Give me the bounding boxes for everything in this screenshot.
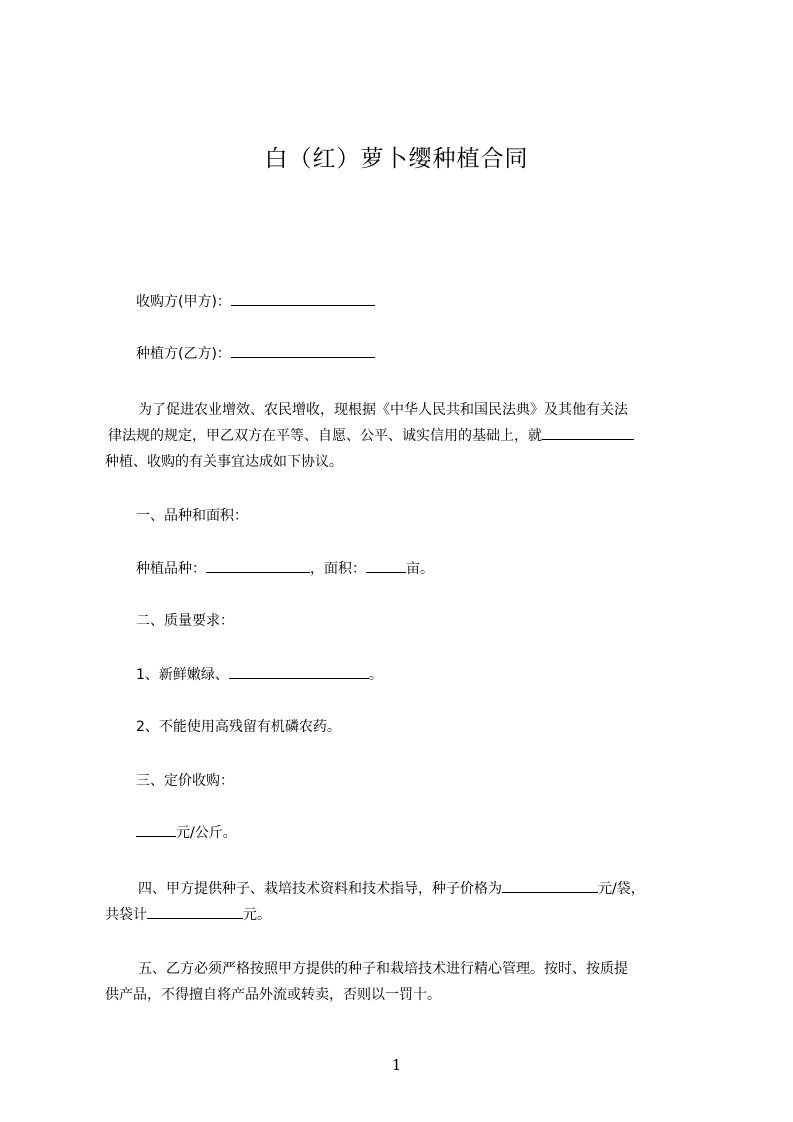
section5-line-2: 供产品，不得擅自将产品外流或转卖，否则以一罚十。 — [105, 987, 441, 1003]
section4-text: 四、甲方提供种子、栽培技术资料和技术指导，种子价格为 — [138, 881, 502, 897]
intro-line-2-text: 律法规的规定，甲乙双方在平等、自愿、公平、诚实信用的基础上，就 — [108, 428, 542, 444]
quality-blank — [229, 664, 369, 679]
intro-line-1: 为了促进农业增效、农民增收，现根据《中华人民共和国民法典》及其他有关法 — [138, 402, 628, 418]
party-a-line — [136, 289, 736, 315]
section1-heading: 一、品种和面积： — [136, 508, 248, 524]
party-a-label: 收购方(甲方)： — [136, 294, 231, 310]
party-b-line — [136, 341, 736, 367]
quality-item-2: 2、不能使用高残留有机磷农药。 — [136, 719, 341, 735]
total-unit: 元。 — [243, 907, 271, 923]
area-label: ，面积： — [310, 561, 366, 577]
document-title: 白（红）萝卜缨种植合同 — [264, 146, 529, 172]
party-b-label: 种植方(乙方)： — [136, 346, 231, 362]
section5-line-1: 五、乙方必须严格按照甲方提供的种子和栽培技术进行精心管理。按时、按质提 — [138, 961, 628, 977]
price-blank — [136, 822, 176, 837]
section1-variety-line — [136, 556, 736, 582]
area-unit: 亩。 — [406, 561, 434, 577]
party-b-blank — [231, 343, 375, 358]
seed-price-unit: 元/袋， — [598, 881, 645, 897]
quality-item-1-end: 。 — [368, 667, 383, 683]
intro-line-3: 种植、收购的有关事宜达成如下协议。 — [105, 454, 343, 470]
crop-blank — [542, 425, 634, 440]
variety-blank — [206, 558, 310, 573]
total-blank — [147, 904, 243, 919]
party-a-blank — [231, 291, 375, 306]
variety-label: 种植品种： — [136, 561, 206, 577]
section4-line-2 — [105, 902, 705, 928]
intro-line-2 — [108, 423, 708, 449]
quality-item-1 — [136, 662, 736, 688]
total-label: 共袋计 — [105, 907, 147, 923]
price-unit: 元/公斤。 — [176, 825, 237, 841]
area-blank — [366, 558, 406, 573]
price-line — [136, 820, 736, 846]
quality-item-1-text: 1、新鲜嫩绿、 — [136, 667, 229, 683]
section4-line-1 — [138, 876, 738, 902]
section2-heading: 二、质量要求： — [136, 613, 234, 629]
page-number: 1 — [391, 1056, 402, 1074]
seed-price-blank — [502, 878, 598, 893]
section3-heading: 三、定价收购： — [136, 773, 234, 789]
